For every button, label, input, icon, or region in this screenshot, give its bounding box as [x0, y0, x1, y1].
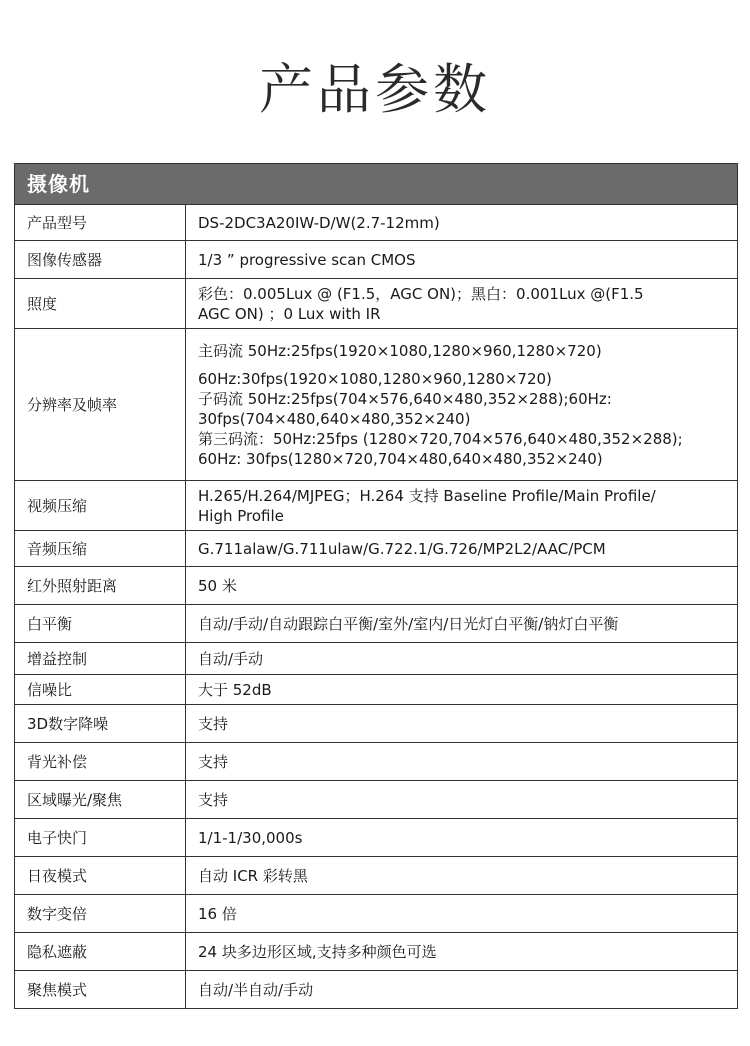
table-row: [15, 781, 738, 819]
spec-table-body: [15, 205, 738, 1009]
table-row: [15, 705, 738, 743]
row-value-line: 子码流 50Hz:25fps(704×576,640×480,352×288);60Hz:: [198, 389, 612, 408]
row-label: 信噪比: [15, 675, 186, 705]
row-value-line: AGC ON) ；0 Lux with IR: [198, 304, 381, 323]
table-row: [15, 971, 738, 1009]
table-row: [15, 857, 738, 895]
row-label: 白平衡: [15, 605, 186, 643]
row-value-line: 大于 52dB: [198, 680, 272, 699]
table-row: [15, 481, 738, 531]
section-header-row: [15, 164, 738, 205]
row-label: 图像传感器: [15, 241, 186, 279]
row-value-line: H.265/H.264/MJPEG；H.264 支持 Baseline Profile/Main Profile/: [198, 486, 656, 505]
row-label: 聚焦模式: [15, 971, 186, 1009]
row-label: 电子快门: [15, 819, 186, 857]
row-value-line: 60Hz: 30fps(1280×720,704×480,640×480,352×240): [198, 449, 603, 468]
row-value: [186, 605, 738, 643]
row-value: [186, 279, 738, 329]
row-value: [186, 857, 738, 895]
row-label: 分辨率及帧率: [15, 329, 186, 481]
row-value-line: 支持: [198, 714, 229, 733]
row-value-line: 自动/手动/自动跟踪白平衡/室外/室内/日光灯白平衡/钠灯白平衡: [198, 614, 619, 633]
row-value: [186, 531, 738, 567]
row-value-line: 16 倍: [198, 904, 237, 923]
table-row: [15, 279, 738, 329]
row-value: [186, 205, 738, 241]
row-label: 数字变倍: [15, 895, 186, 933]
row-value: [186, 643, 738, 675]
row-value-line: 1/1-1/30,000s: [198, 828, 303, 847]
row-value-line: High Profile: [198, 506, 284, 525]
row-label: 照度: [15, 279, 186, 329]
table-row: [15, 643, 738, 675]
row-value-line: 自动 ICR 彩转黑: [198, 866, 308, 885]
row-label: 红外照射距离: [15, 567, 186, 605]
row-value-line: 第三码流：50Hz:25fps (1280×720,704×576,640×480,352×288);: [198, 429, 683, 448]
row-label: 区域曝光/聚焦: [15, 781, 186, 819]
row-label: 3D数字降噪: [15, 705, 186, 743]
row-value: [186, 781, 738, 819]
row-value-line: 支持: [198, 790, 229, 809]
row-value-line: G.711alaw/G.711ulaw/G.722.1/G.726/MP2L2/AAC/PCM: [198, 539, 606, 558]
table-row: [15, 743, 738, 781]
row-label: 背光补偿: [15, 743, 186, 781]
table-row: [15, 933, 738, 971]
row-label: 视频压缩: [15, 481, 186, 531]
row-value-line: 60Hz:30fps(1920×1080,1280×960,1280×720): [198, 369, 552, 388]
row-value-line: 1/3 ” progressive scan CMOS: [198, 250, 416, 269]
row-value-line: 彩色：0.005Lux @ (F1.5，AGC ON)；黑白：0.001Lux @(F1.5: [198, 284, 644, 303]
page-title: 产品参数: [259, 58, 491, 121]
row-value-line: DS-2DC3A20IW-D/W(2.7-12mm): [198, 213, 440, 232]
row-value: [186, 241, 738, 279]
row-value: [186, 971, 738, 1009]
row-label: 产品型号: [15, 205, 186, 241]
row-value: [186, 743, 738, 781]
table-row: [15, 675, 738, 705]
spec-table: [14, 163, 738, 1009]
table-row: [15, 567, 738, 605]
row-value-line: 支持: [198, 752, 229, 771]
table-row: [15, 241, 738, 279]
row-value-line: 50 米: [198, 576, 237, 595]
row-value: [186, 481, 738, 531]
row-value: [186, 819, 738, 857]
row-value-line: 自动/手动: [198, 649, 264, 668]
row-label: 隐私遮蔽: [15, 933, 186, 971]
row-value: [186, 895, 738, 933]
table-row: [15, 895, 738, 933]
row-value: [186, 705, 738, 743]
row-value-line: 主码流 50Hz:25fps(1920×1080,1280×960,1280×720): [198, 341, 602, 360]
table-row: [15, 605, 738, 643]
row-value: [186, 933, 738, 971]
table-row: [15, 531, 738, 567]
row-value: [186, 675, 738, 705]
table-row: [15, 205, 738, 241]
row-label: 增益控制: [15, 643, 186, 675]
row-label: 音频压缩: [15, 531, 186, 567]
row-value-line: 自动/半自动/手动: [198, 980, 314, 999]
row-value-line: 24 块多边形区域,支持多种颜色可选: [198, 942, 437, 961]
table-row: [15, 329, 738, 481]
table-row: [15, 819, 738, 857]
section-title: 摄像机: [15, 164, 738, 205]
row-value: [186, 567, 738, 605]
row-value-line: 30fps(704×480,640×480,352×240): [198, 409, 471, 428]
row-label: 日夜模式: [15, 857, 186, 895]
row-value: [186, 329, 738, 481]
